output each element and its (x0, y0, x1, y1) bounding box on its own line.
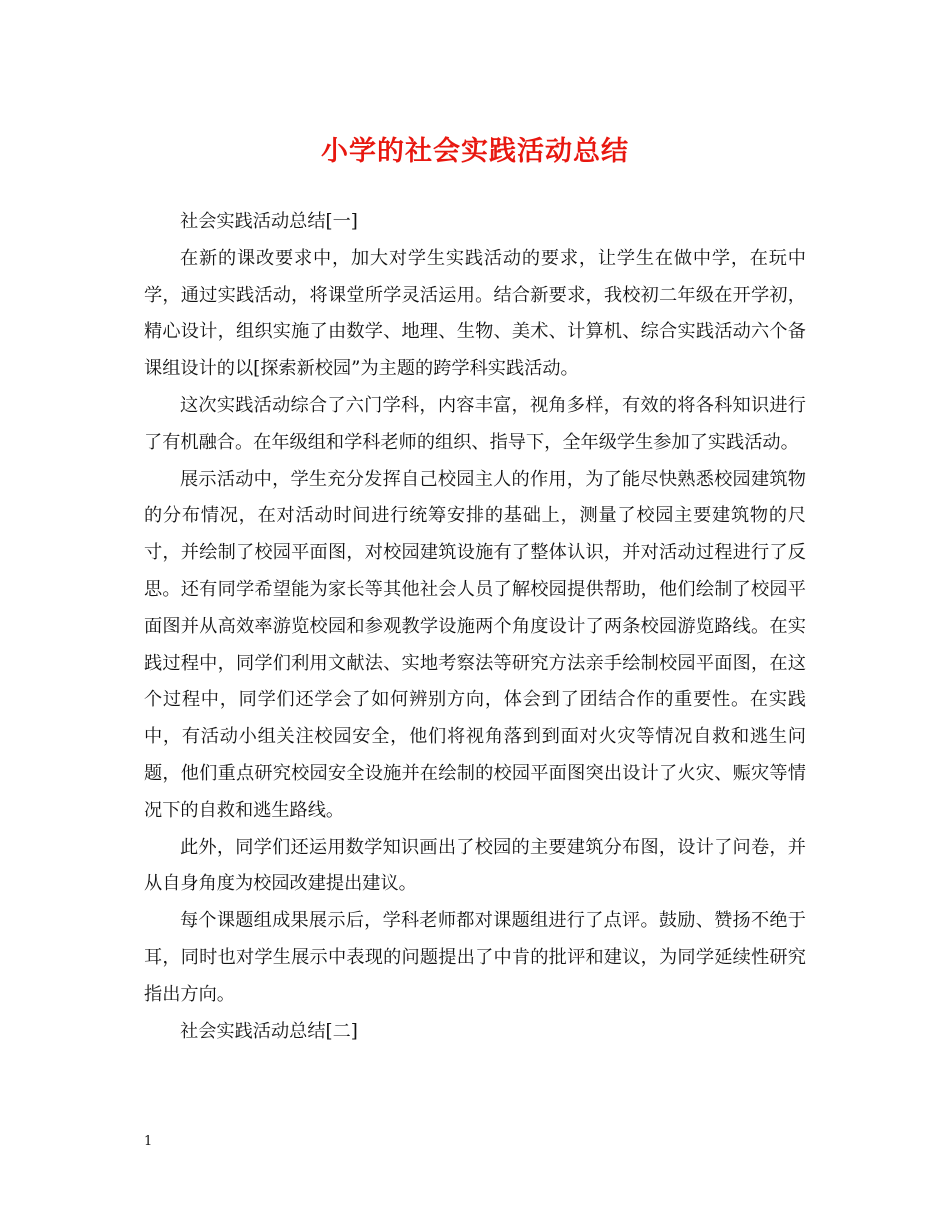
paragraph-review: 每个课题组成果展示后，学科老师都对课题组进行了点评。鼓励、赞扬不绝于耳，同时也对学生展示中表现的问题提出了中肯的批评和建议，为同学延续性研究指出方向。 (144, 910, 806, 1005)
section-heading-1: 社会实践活动总结[一] (180, 211, 358, 232)
paragraph-activities: 展示活动中，学生充分发挥自己校园主人的作用，为了能尽快熟悉校园建筑物的分布情况，在对活动时间进行统筹安排的基础上，测量了校园主要建筑物的尺寸，并绘制了校园平面图，对校园建筑设施有了整体认识，并对活动过程进行了反思。还有同学希望能为家长等其他社会人员了解校园提供帮助，他们绘制了校园平面图并从高效率游览校园和参观教学设施两个角度设计了两条校园游览路线。在实践过程中，同学们利用文献法、实地考察法等研究方法亲手绘制校园平面图，在这个过程中，同学们还学会了如何辨别方向，体会到了团结合作的重要性。在实践中，有活动小组关注校园安全，他们将视角落到到面对火灾等情况自救和逃生问题，他们重点研究校园安全设施并在绘制的校园平面图突出设计了火灾、赈灾等情况下的自救和逃生路线。 (144, 468, 806, 821)
page-number: 1 (144, 1134, 153, 1149)
section-heading-2: 社会实践活动总结[二] (180, 1020, 358, 1042)
paragraph-math: 此外，同学们还运用数学知识画出了校园的主要建筑分布图，设计了问卷，并从自身角度为校园改建提出建议。 (144, 836, 806, 895)
document-title: 小学的社会实践活动总结 (321, 136, 629, 167)
document-body (144, 204, 806, 1050)
paragraph-intro: 在新的课改要求中，加大对学生实践活动的要求，让学生在做中学，在玩中学，通过实践活动，将课堂所学灵活运用。结合新要求，我校初二年级在开学初，精心设计，组织实施了由数学、地理、生物、美术、计算机、综合实践活动六个备课组设计的以[探索新校园”为主题的跨学科实践活动。 (144, 247, 806, 380)
paragraph-overview: 这次实践活动综合了六门学科，内容丰富，视角多样，有效的将各科知识进行了有机融合。在年级组和学科老师的组织、指导下，全年级学生参加了实践活动。 (144, 394, 806, 453)
